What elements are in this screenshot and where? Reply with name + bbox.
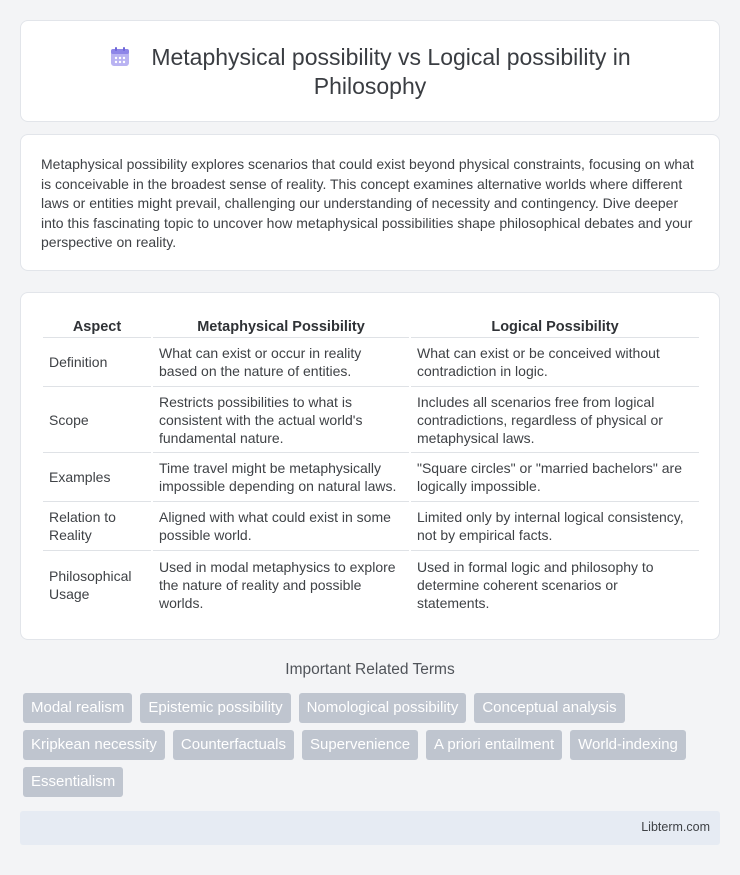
calendar-icon: [109, 46, 131, 68]
table-row: [43, 453, 699, 502]
row-metaphysical: Used in modal metaphysics to explore the nature of reality and possible worlds.: [159, 558, 396, 611]
comparison-table: [41, 313, 701, 618]
tag-counterfactuals[interactable]: Counterfactuals: [173, 730, 294, 760]
row-aspect: Scope: [43, 387, 151, 453]
row-metaphysical: Time travel might be metaphysically impossible depending on natural laws.: [153, 453, 409, 502]
intro-paragraph: Metaphysical possibility explores scenarios that could exist beyond physical constraints, focusing on what is conceivable in the broadest sense of reality. This concept examines alternative worlds where different laws or entities might prevail, challenging our understanding of necessity and contingency. Dive deeper into this fascinating topic to uncover how metaphysical possibilities shape philosophical debates and your perspective on reality.: [41, 156, 694, 250]
page-title-wrap: [61, 43, 679, 101]
tag-kripkean-necessity[interactable]: Kripkean necessity: [23, 730, 165, 760]
header-aspect: Aspect: [43, 313, 151, 338]
table-header-row: [43, 313, 699, 338]
row-logical: Includes all scenarios free from logical contradictions, regardless of physical or metaphysical laws.: [411, 387, 699, 453]
row-logical: "Square circles" or "married bachelors" are logically impossible.: [411, 453, 699, 502]
tag-world-indexing[interactable]: World-indexing: [570, 730, 686, 760]
table-row: [43, 502, 699, 551]
header-metaphysical: Metaphysical Possibility: [153, 313, 409, 338]
table-row: [43, 338, 699, 387]
comparison-card: [20, 292, 720, 640]
row-aspect: Philosophical Usage: [49, 567, 132, 602]
table-row: [43, 551, 699, 618]
footer-site-link[interactable]: Libterm.com: [641, 820, 710, 834]
row-logical: What can exist or be conceived without contradiction in logic.: [411, 338, 699, 387]
intro-card: [20, 134, 720, 271]
tag-essentialism[interactable]: Essentialism: [23, 767, 123, 797]
row-aspect: Examples: [43, 453, 151, 502]
tag-modal-realism[interactable]: Modal realism: [23, 693, 132, 723]
footer: [20, 811, 720, 845]
related-terms-list: [23, 693, 723, 797]
title-card: [20, 20, 720, 122]
row-logical: Used in formal logic and philosophy to determine coherent scenarios or statements.: [417, 558, 654, 611]
tag-conceptual-analysis[interactable]: Conceptual analysis: [474, 693, 624, 723]
tag-a-priori-entailment[interactable]: A priori entailment: [426, 730, 562, 760]
related-terms-title: Important Related Terms: [285, 661, 455, 678]
page-title: Metaphysical possibility vs Logical possibility in Philosophy: [151, 44, 631, 99]
tag-nomological-possibility[interactable]: Nomological possibility: [299, 693, 467, 723]
tag-epistemic-possibility[interactable]: Epistemic possibility: [140, 693, 290, 723]
row-metaphysical: Aligned with what could exist in some possible world.: [153, 502, 409, 551]
row-aspect: Relation to Reality: [43, 502, 151, 551]
row-metaphysical: What can exist or occur in reality based on the nature of entities.: [153, 338, 409, 387]
header-logical: Logical Possibility: [411, 313, 699, 338]
row-aspect: Definition: [43, 338, 151, 387]
tag-supervenience[interactable]: Supervenience: [302, 730, 418, 760]
row-logical: Limited only by internal logical consistency, not by empirical facts.: [411, 502, 699, 551]
row-metaphysical: Restricts possibilities to what is consistent with the actual world's fundamental nature.: [153, 387, 409, 453]
table-row: [43, 387, 699, 453]
